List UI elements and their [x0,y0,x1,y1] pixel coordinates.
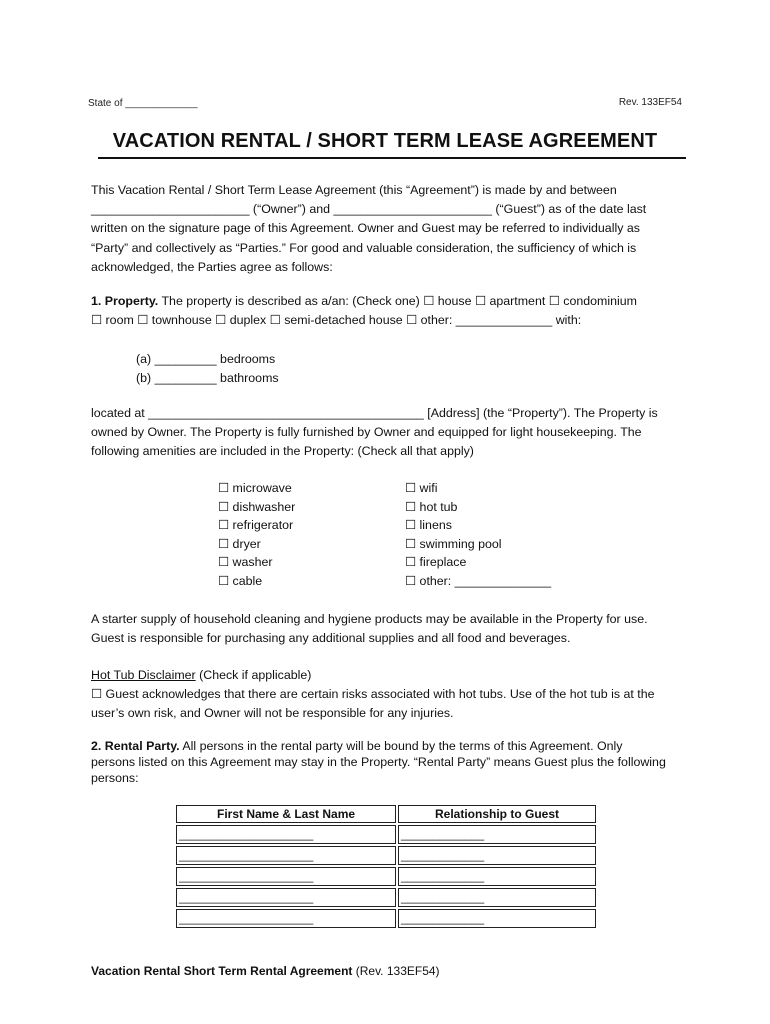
amenity-linens[interactable]: ☐ linens [405,518,452,533]
table-row [176,888,596,907]
property-line-1 [91,292,681,311]
name-blank: _____________________ [179,913,314,925]
rental-party-line-3: persons: [91,771,139,785]
title-underline [98,157,686,159]
relationship-blank: _____________ [401,850,485,862]
hot-tub-line: user’s own risk, and Owner will not be responsible for any injuries. [91,706,454,721]
table-row [176,846,596,865]
name-cell[interactable] [176,867,396,886]
footer-title: Vacation Rental Short Term Rental Agreement [91,964,353,978]
intro-line: written on the signature page of this Agreement. Owner and Guest may be referred to individually as [91,221,640,236]
table-row [176,909,596,928]
bedrooms-field: (a) _________ bedrooms [136,352,276,366]
supplies-paragraph [91,610,681,648]
property-section [91,292,681,330]
intro-line: “Party” and collectively as “Parties.” For good and valuable consideration, the sufficiency of which is [91,240,637,255]
amenity-fireplace[interactable]: ☐ fireplace [405,555,467,570]
column-header-relationship: Relationship to Guest [398,805,596,823]
state-field: State of _____________ [88,98,198,109]
name-blank: _____________________ [179,829,314,841]
name-cell[interactable] [176,825,396,844]
hot-tub-note: (Check if applicable) [195,668,312,682]
hot-tub-heading: Hot Tub Disclaimer [91,668,196,682]
amenity-hot-tub[interactable]: ☐ hot tub [405,499,458,514]
relationship-cell[interactable] [398,846,596,865]
name-blank: _____________________ [179,892,314,904]
revision-label: Rev. 133EF54 [618,97,682,108]
bathrooms-field: (b) _________ bathrooms [136,371,279,385]
property-line-2: ☐ room ☐ townhouse ☐ duplex ☐ semi-detached house ☐ other: ______________ with: [91,313,582,328]
table-header-row [176,805,596,823]
table-row [176,867,596,886]
hot-tub-heading-line [91,666,681,685]
property-heading: 1. Property. [91,294,159,308]
rental-party-heading: 2. Rental Party. [91,739,180,753]
rental-party-line-2: persons listed on this Agreement may stay in the Property. “Rental Party” means Guest plus the following [91,755,666,769]
rental-party-line-1 [91,738,681,754]
location-line: located at ________________________________________ [Address] (the “Property”). The Property is [91,406,658,420]
amenity-dryer[interactable]: ☐ dryer [218,536,261,551]
footer-revision: (Rev. 133EF54) [352,964,440,978]
intro-line: This Vacation Rental / Short Term Lease Agreement (this “Agreement”) is made by and between [91,183,617,197]
table-row [176,825,596,844]
relationship-blank: _____________ [401,892,485,904]
amenity-swimming-pool[interactable]: ☐ swimming pool [405,536,502,551]
location-line: owned by Owner. The Property is fully furnished by Owner and equipped for light housekeeping. The [91,425,642,440]
column-header-name: First Name & Last Name [176,805,396,823]
supplies-line: A starter supply of household cleaning and hygiene products may be available in the Property for use. [91,612,648,626]
supplies-line: Guest is responsible for purchasing any additional supplies and all food and beverages. [91,631,571,646]
amenities-left-column [218,479,295,591]
amenity-wifi[interactable]: ☐ wifi [405,481,438,495]
amenity-cable[interactable]: ☐ cable [218,573,263,588]
name-cell[interactable] [176,909,396,928]
hot-tub-checkbox-line[interactable]: ☐ Guest acknowledges that there are certain risks associated with hot tubs. Use of the hot tub is at the [91,687,655,702]
rental-party-section [91,738,681,786]
name-blank: _____________________ [179,871,314,883]
hot-tub-disclaimer [91,666,681,724]
amenity-refrigerator[interactable]: ☐ refrigerator [218,518,294,533]
relationship-blank: _____________ [401,829,485,841]
relationship-cell[interactable] [398,888,596,907]
intro-line: acknowledged, the Parties agree as follows: [91,259,333,274]
amenity-washer[interactable]: ☐ washer [218,555,273,570]
page-footer [91,964,440,978]
rooms-list [136,350,279,388]
relationship-blank: _____________ [401,913,485,925]
location-line: following amenities are included in the Property: (Check all that apply) [91,444,474,459]
property-description: The property is described as a/an: (Check one) ☐ house ☐ apartment ☐ condominium [158,294,637,308]
amenity-microwave[interactable]: ☐ microwave [218,481,292,495]
name-cell[interactable] [176,888,396,907]
rental-party-table [174,803,598,930]
intro-paragraph [91,181,681,277]
amenity-other[interactable]: ☐ other: ______________ [405,573,552,588]
rental-party-text: All persons in the rental party will be bound by the terms of this Agreement. Only [179,739,623,753]
name-blank: _____________________ [179,850,314,862]
name-cell[interactable] [176,846,396,865]
amenities-right-column [405,479,551,591]
relationship-cell[interactable] [398,825,596,844]
location-paragraph [91,404,681,462]
relationship-cell[interactable] [398,867,596,886]
relationship-cell[interactable] [398,909,596,928]
document-title: VACATION RENTAL / SHORT TERM LEASE AGREEMENT [112,130,658,152]
amenity-dishwasher[interactable]: ☐ dishwasher [218,499,296,514]
intro-line: _______________________ (“Owner”) and _______________________ (“Guest”) as of the date last [91,202,647,217]
relationship-blank: _____________ [401,871,485,883]
